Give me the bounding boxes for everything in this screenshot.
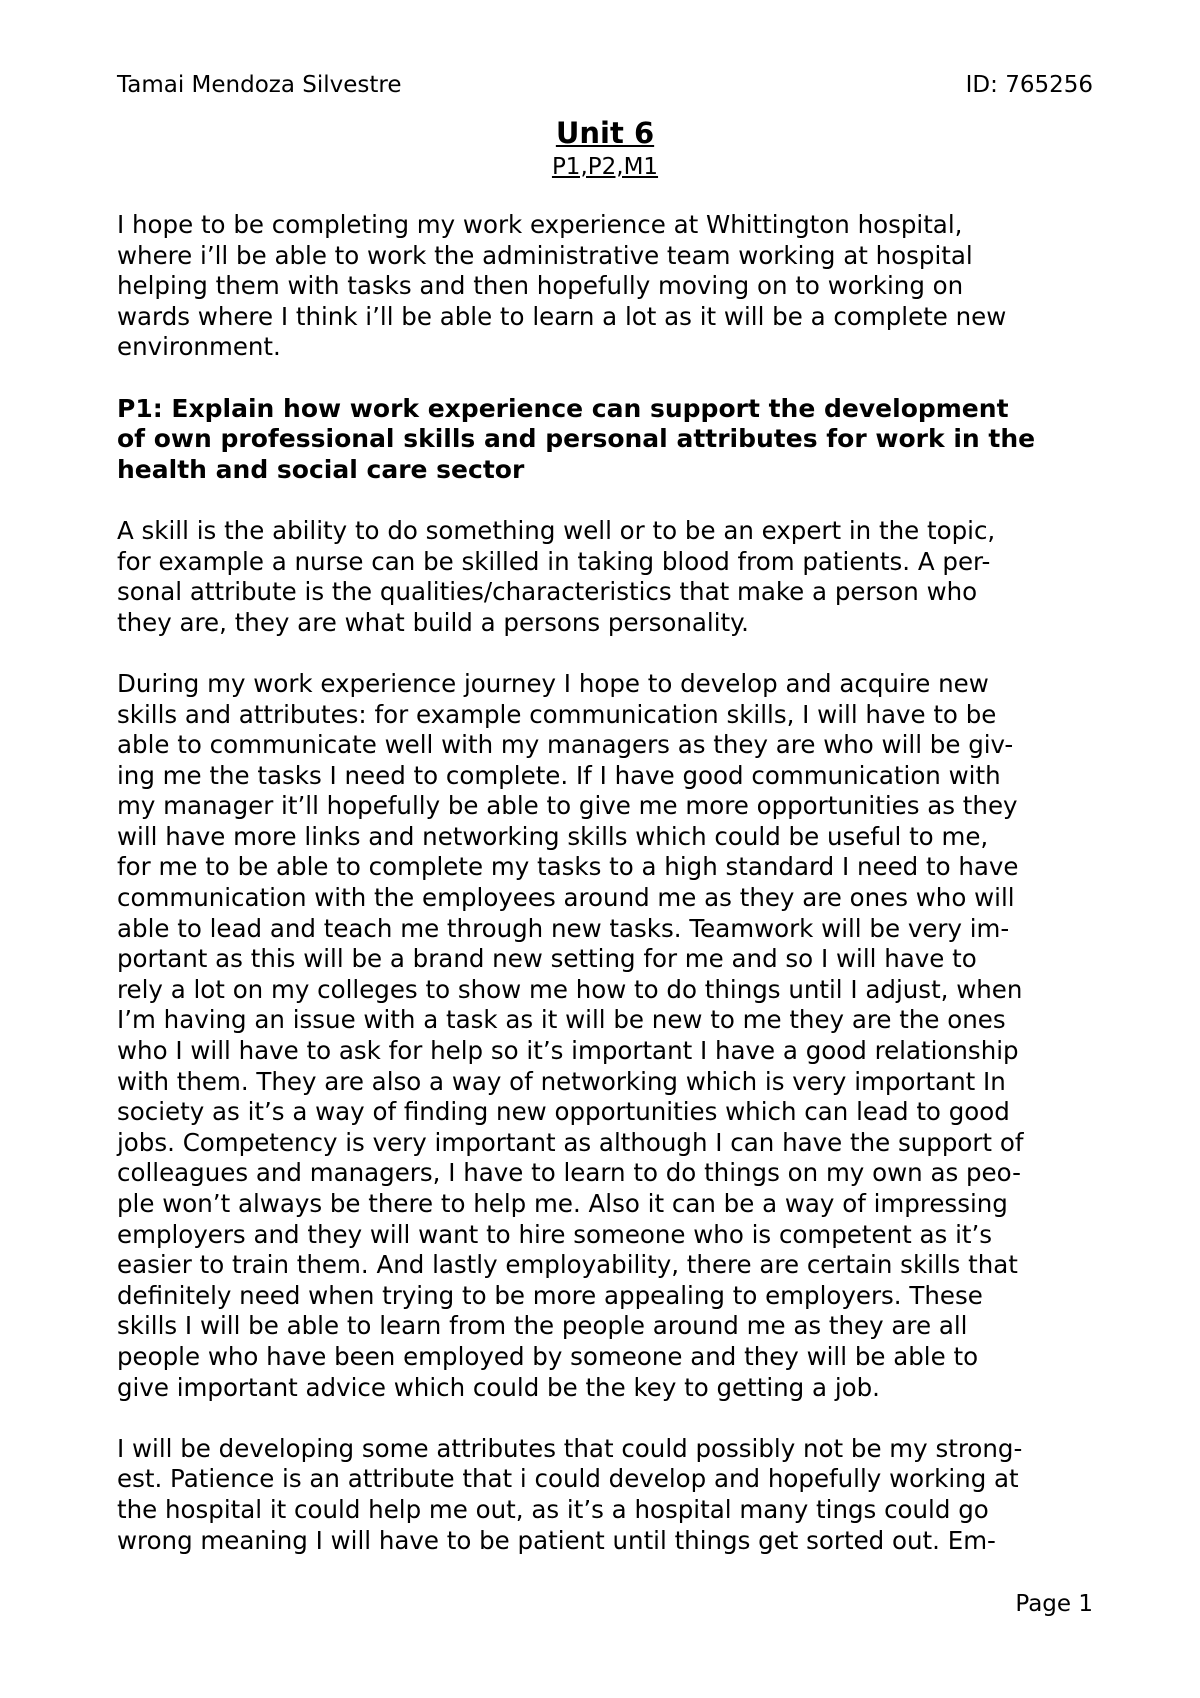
- text-line: people who have been employed by someone and they will be able to: [117, 1341, 979, 1371]
- text-line: colleagues and managers, I have to learn to do things on my own as peo-: [117, 1158, 1021, 1188]
- text-line: with them. They are also a way of networking which is very important In: [117, 1066, 1006, 1096]
- text-line: I’m having an issue with a task as it will be new to me they are the ones: [117, 1005, 1006, 1035]
- text-line: where i’ll be able to work the administrative team working at hospital: [117, 240, 973, 270]
- text-line: A skill is the ability to do something well or to be an expert in the topic,: [117, 515, 996, 545]
- text-line: who I will have to ask for help so it’s important I have a good relationship: [117, 1036, 1019, 1066]
- document-body: [117, 210, 1095, 1587]
- text-line: ple won’t always be there to help me. Also it can be a way of impressing: [117, 1189, 1008, 1218]
- text-line: definitely need when trying to be more appealing to employers. These: [117, 1280, 983, 1310]
- page-number: Page 1: [1015, 1591, 1093, 1617]
- text-line: portant as this will be a brand new setting for me and so I will have to: [117, 944, 977, 974]
- paragraph-attributes: [117, 1434, 1095, 1556]
- text-line: wards where I think i’ll be able to learn a lot as it will be a complete new: [117, 301, 1007, 331]
- student-id: ID: 765256: [965, 72, 1093, 98]
- title-block: [117, 114, 1093, 182]
- text-line: skills and attributes: for example communication skills, I will have to be: [117, 699, 997, 729]
- text-line: I will be developing some attributes that could possibly not be my strong-: [117, 1433, 1023, 1463]
- text-line: able to communicate well with my managers as they are who will be giv-: [117, 730, 1014, 760]
- criteria-subtitle: P1,P2,M1: [551, 154, 659, 180]
- text-line: give important advice which could be the key to getting a job.: [117, 1372, 880, 1402]
- text-line: for me to be able to complete my tasks to a high standard I need to have: [117, 852, 1019, 882]
- text-line: wrong meaning I will have to be patient until things get sorted out. Em-: [117, 1525, 996, 1555]
- text-line: communication with the employees around me as they are ones who will: [117, 883, 1015, 913]
- text-line: helping them with tasks and then hopefully moving on to working on: [117, 271, 964, 301]
- text-line: jobs. Competency is very important as although I can have the support of: [117, 1127, 1024, 1157]
- heading-line: P1: Explain how work experience can support the development: [117, 393, 1009, 423]
- text-line: able to lead and teach me through new tasks. Teamwork will be very im-: [117, 913, 1010, 943]
- text-line: ing me the tasks I need to complete. If I have good communication with: [117, 760, 1001, 790]
- text-line: the hospital it could help me out, as it’s a hospital many tings could go: [117, 1494, 989, 1524]
- intro-paragraph: [117, 210, 1095, 363]
- paragraph-skill-definition: [117, 516, 1095, 638]
- text-line: will have more links and networking skills which could be useful to me,: [117, 821, 989, 851]
- heading-line: health and social care sector: [117, 454, 525, 484]
- paragraph-work-experience: [117, 669, 1095, 1403]
- text-line: sonal attribute is the qualities/characteristics that make a person who: [117, 577, 978, 607]
- text-line: society as it’s a way of finding new opportunities which can lead to good: [117, 1097, 1010, 1127]
- text-line: for example a nurse can be skilled in taking blood from patients. A per-: [117, 546, 991, 576]
- heading-line: of own professional skills and personal attributes for work in the: [117, 424, 1036, 454]
- text-line: environment.: [117, 332, 281, 362]
- text-line: employers and they will want to hire someone who is competent as it’s: [117, 1219, 993, 1249]
- text-line: my manager it’ll hopefully be able to give me more opportunities as they: [117, 791, 1018, 821]
- author-name: Tamai Mendoza Silvestre: [117, 72, 402, 98]
- text-line: easier to train them. And lastly employability, there are certain skills that: [117, 1250, 1018, 1280]
- text-line: est. Patience is an attribute that i could develop and hopefully working at: [117, 1464, 1019, 1494]
- text-line: they are, they are what build a persons personality.: [117, 607, 749, 637]
- text-line: I hope to be completing my work experience at Whittington hospital,: [117, 210, 963, 239]
- text-line: skills I will be able to learn from the people around me as they are all: [117, 1311, 968, 1341]
- text-line: rely a lot on my colleges to show me how to do things until I adjust, when: [117, 974, 1023, 1004]
- document-title: Unit 6: [555, 116, 655, 150]
- text-line: During my work experience journey I hope to develop and acquire new: [117, 668, 989, 698]
- section-heading-p1: [117, 394, 1095, 486]
